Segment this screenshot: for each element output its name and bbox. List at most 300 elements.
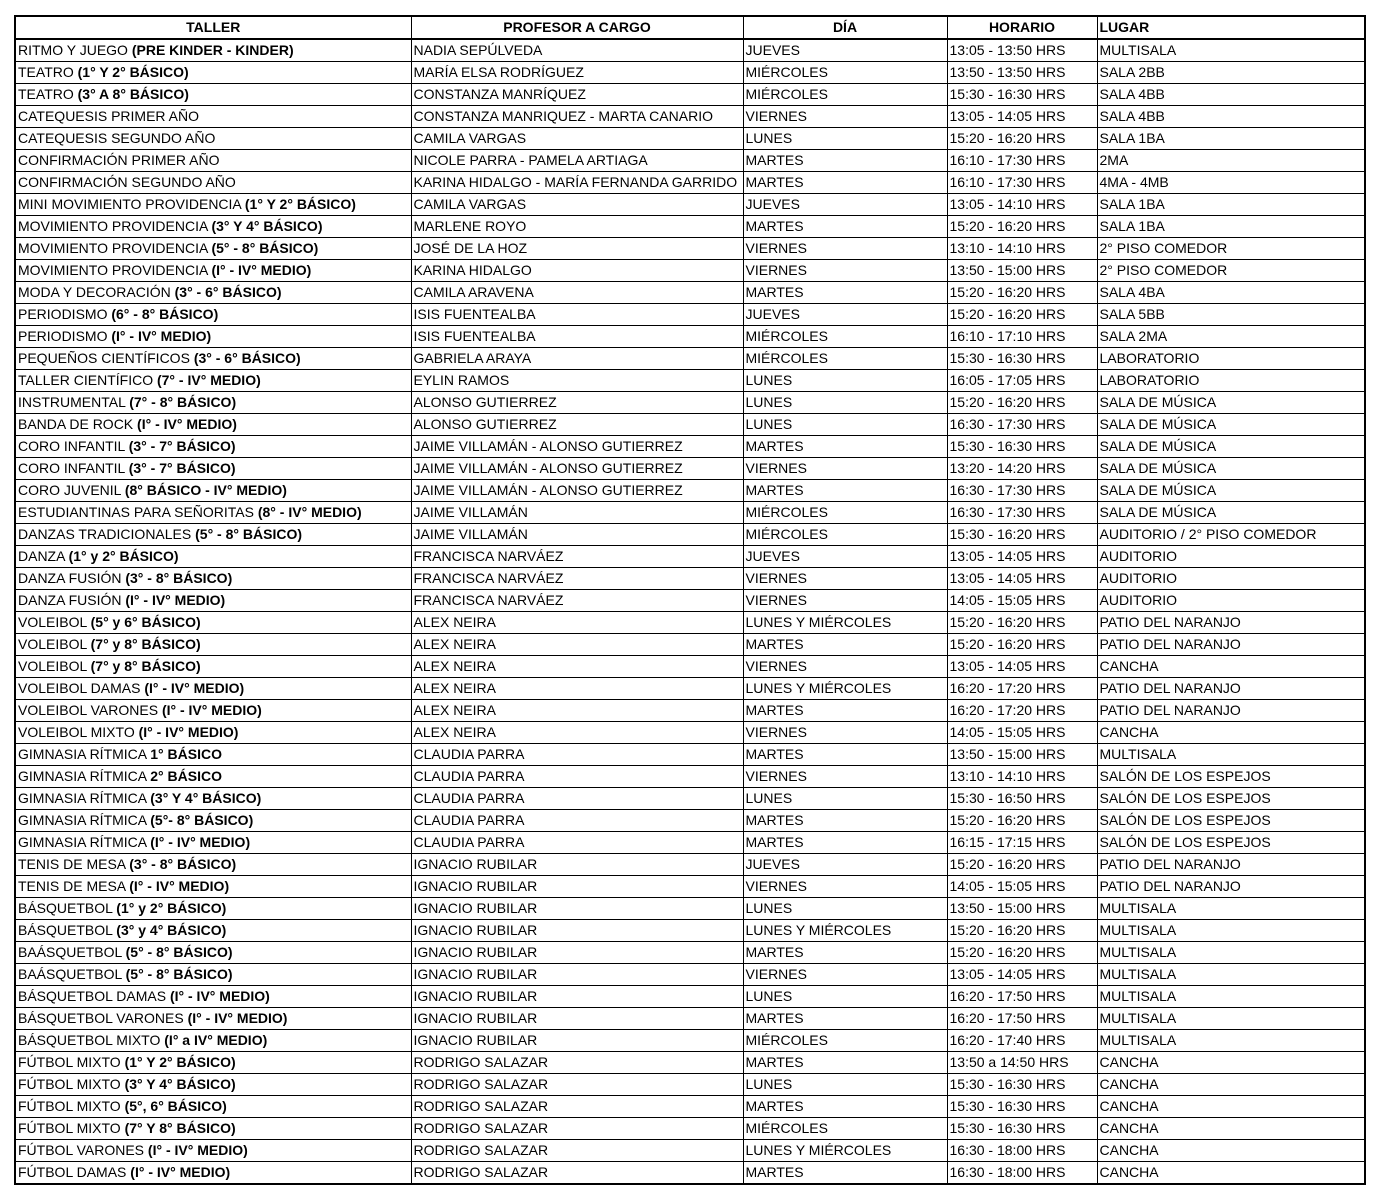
cell-lugar: CANCHA: [1097, 1074, 1365, 1096]
cell-horario: 16:30 - 18:00 HRS: [947, 1162, 1097, 1185]
taller-level: (7° y 8° BÁSICO): [90, 658, 201, 674]
cell-lugar: SALA DE MÚSICA: [1097, 392, 1365, 414]
cell-taller: [15, 128, 411, 150]
cell-taller: [15, 656, 411, 678]
table-row: [15, 898, 1365, 920]
cell-dia: MIÉRCOLES: [743, 502, 947, 524]
cell-horario: 15:20 - 16:20 HRS: [947, 128, 1097, 150]
cell-lugar: MULTISALA: [1097, 898, 1365, 920]
taller-name: FÚTBOL VARONES: [18, 1142, 148, 1158]
taller-name: GIMNASIA RÍTMICA: [18, 768, 151, 784]
cell-taller: [15, 348, 411, 370]
cell-dia: MARTES: [743, 1096, 947, 1118]
cell-horario: 15:30 - 16:20 HRS: [947, 524, 1097, 546]
cell-horario: 15:30 - 16:30 HRS: [947, 1096, 1097, 1118]
cell-dia: LUNES: [743, 414, 947, 436]
cell-dia: MARTES: [743, 150, 947, 172]
cell-dia: MARTES: [743, 436, 947, 458]
table-row: [15, 876, 1365, 898]
cell-profesor: ALONSO GUTIERREZ: [411, 414, 743, 436]
table-row: [15, 546, 1365, 568]
table-row: [15, 832, 1365, 854]
cell-horario: 15:20 - 16:20 HRS: [947, 634, 1097, 656]
table-row: [15, 964, 1365, 986]
cell-horario: 14:05 - 15:05 HRS: [947, 722, 1097, 744]
cell-horario: 16:10 - 17:30 HRS: [947, 172, 1097, 194]
cell-taller: [15, 524, 411, 546]
table-row: [15, 348, 1365, 370]
cell-profesor: IGNACIO RUBILAR: [411, 854, 743, 876]
cell-lugar: MULTISALA: [1097, 1008, 1365, 1030]
cell-horario: 16:20 - 17:40 HRS: [947, 1030, 1097, 1052]
table-row: [15, 942, 1365, 964]
table-row: [15, 854, 1365, 876]
cell-profesor: JAIME VILLAMÁN: [411, 502, 743, 524]
cell-dia: MIÉRCOLES: [743, 326, 947, 348]
taller-name: MOVIMIENTO PROVIDENCIA: [18, 240, 212, 256]
cell-profesor: RODRIGO SALAZAR: [411, 1162, 743, 1185]
cell-profesor: JAIME VILLAMÁN - ALONSO GUTIERREZ: [411, 480, 743, 502]
cell-profesor: CAMILA VARGAS: [411, 194, 743, 216]
taller-name: INSTRUMENTAL: [18, 394, 130, 410]
cell-horario: 16:20 - 17:20 HRS: [947, 700, 1097, 722]
table-row: [15, 766, 1365, 788]
cell-lugar: CANCHA: [1097, 1052, 1365, 1074]
taller-level: (7° - 8° BÁSICO): [129, 394, 237, 410]
table-row: [15, 238, 1365, 260]
cell-profesor: JOSÉ DE LA HOZ: [411, 238, 743, 260]
cell-horario: 16:30 - 17:30 HRS: [947, 502, 1097, 524]
cell-taller: [15, 1052, 411, 1074]
cell-lugar: SALA 2MA: [1097, 326, 1365, 348]
cell-taller: [15, 216, 411, 238]
cell-horario: 15:30 - 16:30 HRS: [947, 84, 1097, 106]
taller-name: FÚTBOL MIXTO: [18, 1076, 125, 1092]
cell-dia: LUNES: [743, 392, 947, 414]
taller-level: (3° A 8° BÁSICO): [77, 86, 189, 102]
cell-taller: [15, 568, 411, 590]
taller-name: GIMNASIA RÍTMICA: [18, 746, 151, 762]
taller-level: (I° - IV° MEDIO): [150, 834, 251, 850]
cell-profesor: CAMILA VARGAS: [411, 128, 743, 150]
taller-level: (I° - IV° MEDIO): [130, 1164, 231, 1180]
cell-profesor: ALEX NEIRA: [411, 612, 743, 634]
cell-taller: [15, 480, 411, 502]
cell-lugar: PATIO DEL NARANJO: [1097, 634, 1365, 656]
cell-horario: 15:30 - 16:30 HRS: [947, 1074, 1097, 1096]
table-row: [15, 260, 1365, 282]
cell-taller: [15, 700, 411, 722]
taller-level: (5° - 8° BÁSICO): [211, 240, 319, 256]
cell-dia: LUNES Y MIÉRCOLES: [743, 1140, 947, 1162]
cell-profesor: RODRIGO SALAZAR: [411, 1118, 743, 1140]
cell-horario: 16:30 - 18:00 HRS: [947, 1140, 1097, 1162]
cell-profesor: RODRIGO SALAZAR: [411, 1052, 743, 1074]
cell-horario: 13:05 - 14:05 HRS: [947, 106, 1097, 128]
cell-profesor: ALEX NEIRA: [411, 634, 743, 656]
table-row: [15, 1140, 1365, 1162]
table-row: [15, 810, 1365, 832]
cell-dia: MARTES: [743, 172, 947, 194]
cell-profesor: CONSTANZA MANRÍQUEZ: [411, 84, 743, 106]
cell-horario: 15:20 - 16:20 HRS: [947, 392, 1097, 414]
taller-name: PERIODISMO: [18, 306, 112, 322]
cell-profesor: ISIS FUENTEALBA: [411, 326, 743, 348]
taller-level: (5° - 8° BÁSICO): [195, 526, 302, 542]
cell-taller: [15, 1074, 411, 1096]
cell-profesor: IGNACIO RUBILAR: [411, 986, 743, 1008]
table-row: [15, 1096, 1365, 1118]
cell-lugar: MULTISALA: [1097, 942, 1365, 964]
cell-taller: [15, 39, 411, 62]
taller-name: FÚTBOL MIXTO: [18, 1120, 125, 1136]
cell-taller: [15, 942, 411, 964]
cell-dia: VIERNES: [743, 590, 947, 612]
cell-dia: MIÉRCOLES: [743, 348, 947, 370]
header-lugar: LUGAR: [1097, 16, 1365, 39]
cell-profesor: CLAUDIA PARRA: [411, 788, 743, 810]
cell-lugar: PATIO DEL NARANJO: [1097, 678, 1365, 700]
cell-horario: 14:05 - 15:05 HRS: [947, 590, 1097, 612]
cell-taller: [15, 150, 411, 172]
cell-lugar: 2° PISO COMEDOR: [1097, 238, 1365, 260]
cell-horario: 13:20 - 14:20 HRS: [947, 458, 1097, 480]
cell-lugar: AUDITORIO: [1097, 546, 1365, 568]
cell-dia: MIÉRCOLES: [743, 84, 947, 106]
taller-name: GIMNASIA RÍTMICA: [18, 834, 151, 850]
taller-name: TEATRO: [18, 64, 78, 80]
table-row: [15, 920, 1365, 942]
cell-lugar: SALA 1BA: [1097, 216, 1365, 238]
cell-taller: [15, 458, 411, 480]
table-row: [15, 634, 1365, 656]
cell-taller: [15, 634, 411, 656]
taller-name: GIMNASIA RÍTMICA: [18, 812, 151, 828]
cell-taller: [15, 436, 411, 458]
table-row: [15, 788, 1365, 810]
cell-profesor: JAIME VILLAMÁN - ALONSO GUTIERREZ: [411, 436, 743, 458]
table-row: [15, 1074, 1365, 1096]
taller-name: BÁSQUETBOL DAMAS: [18, 988, 170, 1004]
cell-lugar: SALA DE MÚSICA: [1097, 414, 1365, 436]
cell-horario: 16:20 - 17:20 HRS: [947, 678, 1097, 700]
cell-taller: [15, 282, 411, 304]
taller-level: (I° - IV° MEDIO): [125, 592, 226, 608]
cell-profesor: FRANCISCA NARVÁEZ: [411, 590, 743, 612]
table-row: [15, 436, 1365, 458]
cell-taller: [15, 260, 411, 282]
taller-level: (I° - IV° MEDIO): [161, 702, 262, 718]
cell-lugar: MULTISALA: [1097, 744, 1365, 766]
taller-name: CATEQUESIS PRIMER AÑO: [18, 108, 199, 124]
taller-level: (I° - IV° MEDIO): [187, 1010, 288, 1026]
taller-level: (5° - 8° BÁSICO): [125, 966, 233, 982]
table-row: [15, 1118, 1365, 1140]
cell-profesor: IGNACIO RUBILAR: [411, 964, 743, 986]
taller-name: DANZA: [18, 548, 69, 564]
taller-level: (7° y 8° BÁSICO): [90, 636, 201, 652]
cell-taller: [15, 326, 411, 348]
cell-lugar: SALA DE MÚSICA: [1097, 480, 1365, 502]
cell-profesor: ALEX NEIRA: [411, 656, 743, 678]
taller-level: (I° - IV° MEDIO): [211, 262, 312, 278]
taller-name: ESTUDIANTINAS PARA SEÑORITAS: [18, 504, 258, 520]
cell-taller: [15, 502, 411, 524]
taller-name: FÚTBOL MIXTO: [18, 1098, 125, 1114]
cell-taller: [15, 172, 411, 194]
cell-horario: 14:05 - 15:05 HRS: [947, 876, 1097, 898]
table-row: [15, 744, 1365, 766]
taller-level: (I° - IV° MEDIO): [138, 724, 239, 740]
table-row: [15, 304, 1365, 326]
taller-level: (PRE KINDER - KINDER): [131, 42, 294, 58]
cell-profesor: ALEX NEIRA: [411, 678, 743, 700]
cell-lugar: CANCHA: [1097, 1162, 1365, 1185]
cell-profesor: IGNACIO RUBILAR: [411, 1008, 743, 1030]
taller-name: VOLEIBOL: [18, 614, 91, 630]
cell-taller: [15, 1096, 411, 1118]
taller-name: VOLEIBOL: [18, 636, 91, 652]
cell-dia: LUNES Y MIÉRCOLES: [743, 678, 947, 700]
cell-profesor: NICOLE PARRA - PAMELA ARTIAGA: [411, 150, 743, 172]
cell-lugar: SALA DE MÚSICA: [1097, 458, 1365, 480]
cell-dia: MIÉRCOLES: [743, 524, 947, 546]
cell-lugar: AUDITORIO: [1097, 568, 1365, 590]
cell-taller: [15, 678, 411, 700]
table-row: [15, 524, 1365, 546]
table-row: [15, 1008, 1365, 1030]
cell-taller: [15, 392, 411, 414]
cell-lugar: SALA 4BB: [1097, 106, 1365, 128]
taller-name: TALLER CIENTÍFICO: [18, 372, 157, 388]
cell-dia: JUEVES: [743, 194, 947, 216]
cell-taller: [15, 612, 411, 634]
cell-horario: 13:05 - 14:05 HRS: [947, 964, 1097, 986]
taller-name: CONFIRMACIÓN SEGUNDO AÑO: [18, 174, 236, 190]
cell-horario: 15:30 - 16:30 HRS: [947, 436, 1097, 458]
cell-horario: 13:50 a 14:50 HRS: [947, 1052, 1097, 1074]
cell-dia: LUNES: [743, 986, 947, 1008]
cell-horario: 16:20 - 17:50 HRS: [947, 986, 1097, 1008]
taller-name: TENIS DE MESA: [18, 856, 130, 872]
cell-dia: MARTES: [743, 832, 947, 854]
cell-horario: 13:05 - 14:05 HRS: [947, 546, 1097, 568]
taller-name: GIMNASIA RÍTMICA: [18, 790, 151, 806]
table-row: [15, 194, 1365, 216]
taller-name: FÚTBOL MIXTO: [18, 1054, 125, 1070]
cell-lugar: CANCHA: [1097, 1096, 1365, 1118]
cell-profesor: CLAUDIA PARRA: [411, 832, 743, 854]
cell-dia: VIERNES: [743, 722, 947, 744]
cell-dia: VIERNES: [743, 964, 947, 986]
table-row: [15, 128, 1365, 150]
taller-level: (1° y 2° BÁSICO): [68, 548, 179, 564]
cell-horario: 13:50 - 15:00 HRS: [947, 260, 1097, 282]
cell-lugar: SALA 1BA: [1097, 194, 1365, 216]
taller-level: (3° Y 4° BÁSICO): [150, 790, 262, 806]
cell-horario: 13:50 - 15:00 HRS: [947, 898, 1097, 920]
cell-dia: MIÉRCOLES: [743, 1030, 947, 1052]
table-row: [15, 502, 1365, 524]
taller-level: (I° - IV° MEDIO): [147, 1142, 248, 1158]
cell-horario: 16:05 - 17:05 HRS: [947, 370, 1097, 392]
cell-profesor: IGNACIO RUBILAR: [411, 920, 743, 942]
cell-lugar: SALÓN DE LOS ESPEJOS: [1097, 810, 1365, 832]
cell-profesor: ALEX NEIRA: [411, 722, 743, 744]
table-row: [15, 216, 1365, 238]
table-row: [15, 656, 1365, 678]
cell-taller: [15, 898, 411, 920]
taller-level: (1° Y 2° BÁSICO): [244, 196, 356, 212]
cell-profesor: CAMILA ARAVENA: [411, 282, 743, 304]
cell-lugar: SALÓN DE LOS ESPEJOS: [1097, 766, 1365, 788]
cell-profesor: FRANCISCA NARVÁEZ: [411, 568, 743, 590]
cell-horario: 16:15 - 17:15 HRS: [947, 832, 1097, 854]
table-row: [15, 150, 1365, 172]
cell-dia: MARTES: [743, 700, 947, 722]
cell-profesor: CONSTANZA MANRIQUEZ - MARTA CANARIO: [411, 106, 743, 128]
taller-level: (I° - IV° MEDIO): [144, 680, 245, 696]
taller-name: BÁSQUETBOL: [18, 922, 117, 938]
taller-name: FÚTBOL DAMAS: [18, 1164, 131, 1180]
cell-profesor: GABRIELA ARAYA: [411, 348, 743, 370]
taller-level: (5° y 6° BÁSICO): [90, 614, 201, 630]
cell-taller: [15, 766, 411, 788]
taller-name: MODA Y DECORACIÓN: [18, 284, 175, 300]
cell-profesor: RODRIGO SALAZAR: [411, 1140, 743, 1162]
cell-dia: JUEVES: [743, 304, 947, 326]
cell-lugar: PATIO DEL NARANJO: [1097, 876, 1365, 898]
taller-name: CORO INFANTIL: [18, 460, 129, 476]
taller-name: BÁSQUETBOL: [18, 900, 117, 916]
cell-profesor: MARÍA ELSA RODRÍGUEZ: [411, 62, 743, 84]
table-row: [15, 326, 1365, 348]
taller-name: TENIS DE MESA: [18, 878, 130, 894]
taller-level: (5° - 8° BÁSICO): [125, 944, 233, 960]
cell-horario: 15:20 - 16:20 HRS: [947, 216, 1097, 238]
cell-dia: LUNES Y MIÉRCOLES: [743, 612, 947, 634]
table-body: [15, 39, 1365, 1184]
taller-name: MOVIMIENTO PROVIDENCIA: [18, 218, 212, 234]
cell-dia: LUNES Y MIÉRCOLES: [743, 920, 947, 942]
cell-profesor: IGNACIO RUBILAR: [411, 1030, 743, 1052]
cell-lugar: PATIO DEL NARANJO: [1097, 700, 1365, 722]
cell-taller: [15, 964, 411, 986]
cell-dia: LUNES: [743, 788, 947, 810]
cell-taller: [15, 546, 411, 568]
taller-name: VOLEIBOL: [18, 658, 91, 674]
table-row: [15, 106, 1365, 128]
taller-level: (3° - 7° BÁSICO): [128, 438, 236, 454]
cell-taller: [15, 106, 411, 128]
taller-name: DANZA FUSIÓN: [18, 592, 126, 608]
cell-lugar: MULTISALA: [1097, 39, 1365, 62]
header-horario: HORARIO: [947, 16, 1097, 39]
cell-profesor: MARLENE ROYO: [411, 216, 743, 238]
cell-lugar: SALÓN DE LOS ESPEJOS: [1097, 788, 1365, 810]
cell-dia: MIÉRCOLES: [743, 1118, 947, 1140]
cell-lugar: 2° PISO COMEDOR: [1097, 260, 1365, 282]
table-row: [15, 282, 1365, 304]
cell-horario: 15:20 - 16:20 HRS: [947, 282, 1097, 304]
cell-horario: 16:20 - 17:50 HRS: [947, 1008, 1097, 1030]
cell-taller: [15, 854, 411, 876]
cell-taller: [15, 1140, 411, 1162]
cell-horario: 13:05 - 14:05 HRS: [947, 656, 1097, 678]
cell-dia: LUNES: [743, 128, 947, 150]
cell-profesor: CLAUDIA PARRA: [411, 810, 743, 832]
taller-name: VOLEIBOL VARONES: [18, 702, 162, 718]
cell-taller: [15, 1162, 411, 1185]
cell-dia: JUEVES: [743, 546, 947, 568]
taller-level: (7° - IV° MEDIO): [156, 372, 261, 388]
taller-level: (3° Y 4° BÁSICO): [124, 1076, 236, 1092]
cell-lugar: LABORATORIO: [1097, 370, 1365, 392]
cell-dia: VIERNES: [743, 568, 947, 590]
header-row: [15, 16, 1365, 39]
cell-lugar: MULTISALA: [1097, 1030, 1365, 1052]
cell-horario: 13:10 - 14:10 HRS: [947, 238, 1097, 260]
taller-level: (3° - 6° BÁSICO): [193, 350, 301, 366]
cell-horario: 15:20 - 16:20 HRS: [947, 810, 1097, 832]
table-row: [15, 370, 1365, 392]
cell-profesor: CLAUDIA PARRA: [411, 744, 743, 766]
cell-horario: 16:30 - 17:30 HRS: [947, 480, 1097, 502]
cell-lugar: AUDITORIO: [1097, 590, 1365, 612]
cell-profesor: ALONSO GUTIERREZ: [411, 392, 743, 414]
taller-name: MINI MOVIMIENTO PROVIDENCIA: [18, 196, 245, 212]
taller-level: (3° - 8° BÁSICO): [129, 856, 237, 872]
cell-horario: 13:05 - 14:10 HRS: [947, 194, 1097, 216]
table-row: [15, 414, 1365, 436]
table-row: [15, 590, 1365, 612]
cell-lugar: LABORATORIO: [1097, 348, 1365, 370]
taller-name: VOLEIBOL DAMAS: [18, 680, 145, 696]
cell-dia: MARTES: [743, 216, 947, 238]
cell-lugar: 2MA: [1097, 150, 1365, 172]
taller-level: (3° y 4° BÁSICO): [116, 922, 227, 938]
cell-horario: 15:20 - 16:20 HRS: [947, 854, 1097, 876]
taller-level: (8° BÁSICO - IV° MEDIO): [124, 482, 287, 498]
table-row: [15, 172, 1365, 194]
cell-horario: 13:50 - 15:00 HRS: [947, 744, 1097, 766]
cell-dia: MARTES: [743, 480, 947, 502]
table-row: [15, 568, 1365, 590]
cell-taller: [15, 370, 411, 392]
taller-name: PERIODISMO: [18, 328, 112, 344]
cell-taller: [15, 744, 411, 766]
cell-taller: [15, 194, 411, 216]
cell-taller: [15, 788, 411, 810]
table-row: [15, 458, 1365, 480]
taller-name: MOVIMIENTO PROVIDENCIA: [18, 262, 212, 278]
cell-lugar: SALA 4BA: [1097, 282, 1365, 304]
cell-lugar: SALA DE MÚSICA: [1097, 502, 1365, 524]
taller-name: DANZAS TRADICIONALES: [18, 526, 196, 542]
taller-level: (5°- 8° BÁSICO): [150, 812, 254, 828]
cell-horario: 15:30 - 16:30 HRS: [947, 1118, 1097, 1140]
cell-horario: 15:20 - 16:20 HRS: [947, 942, 1097, 964]
taller-level: (3° - 8° BÁSICO): [125, 570, 233, 586]
cell-horario: 16:10 - 17:30 HRS: [947, 150, 1097, 172]
cell-taller: [15, 1030, 411, 1052]
header-profesor: PROFESOR A CARGO: [411, 16, 743, 39]
table-row: [15, 480, 1365, 502]
cell-taller: [15, 986, 411, 1008]
cell-profesor: KARINA HIDALGO - MARÍA FERNANDA GARRIDO: [411, 172, 743, 194]
taller-level: (6° - 8° BÁSICO): [111, 306, 219, 322]
taller-level: (8° - IV° MEDIO): [257, 504, 362, 520]
